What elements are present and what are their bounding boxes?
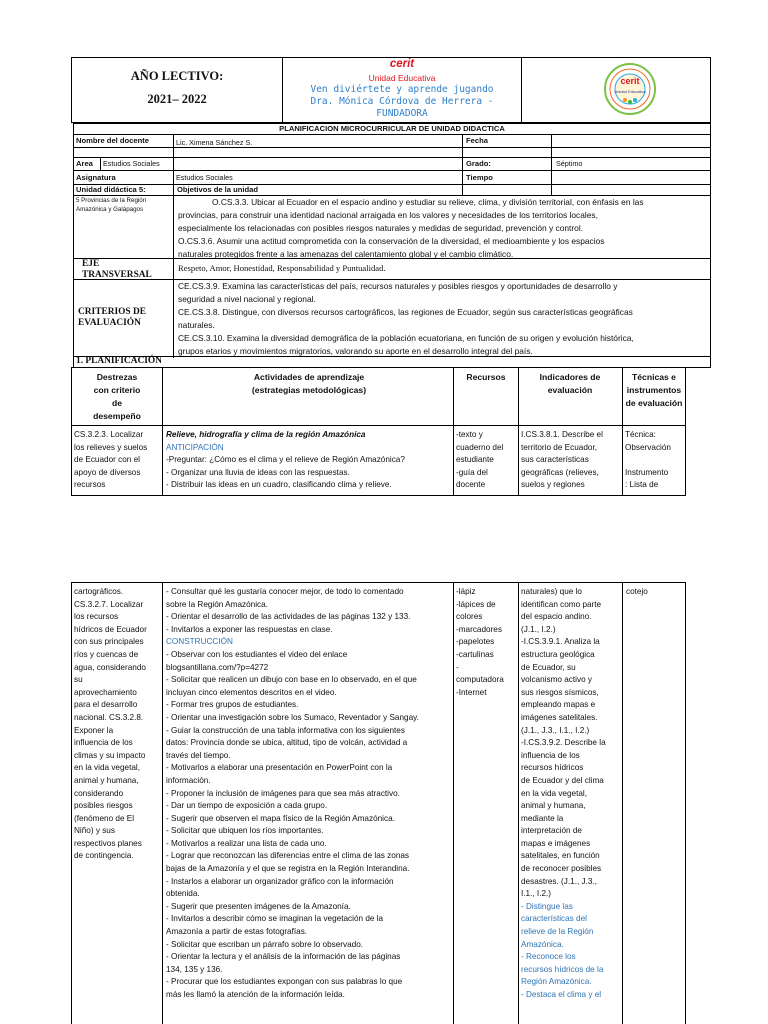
recurso-line: - <box>456 662 459 672</box>
area-label: Area <box>76 159 93 168</box>
objetivo-line: naturales protegidos frente a las amenazas del calentamiento global y el cambio climático. <box>178 249 514 259</box>
destreza-line: de Ecuador con el <box>74 455 140 465</box>
indicador-line: suelos y regiones <box>521 480 585 490</box>
indicador-line: satelitales, en función <box>521 851 600 861</box>
rule <box>73 134 711 135</box>
actividad-line: - Orientar el desarrollo de las actividades de las páginas 132 y 133. <box>166 612 411 622</box>
criterios-label: CRITERIOS DE EVALUACIÓN <box>78 307 146 328</box>
actividad-line: - Formar tres grupos de estudiantes. <box>166 700 299 710</box>
eje-label: EJE TRANSVERSAL <box>82 259 152 280</box>
actividad-line: - Lograr que reconozcan las diferencias entre el clima de las zonas <box>166 851 410 861</box>
logo-subtext: Unidad Educativa <box>614 89 646 94</box>
indicador-line: -I.CS.3.9.2. Describe la <box>521 738 606 748</box>
rule <box>73 147 711 148</box>
school-slogan: Ven diviértete y aprende jugando <box>310 84 494 95</box>
docente-label: Nombre del docente <box>76 136 149 145</box>
indicador-line: recursos hídricos <box>521 763 584 773</box>
rule <box>162 367 163 496</box>
indicador-line: influencia de los <box>521 750 580 760</box>
actividades-title: Relieve, hidrografía y clima de la región Amazónica <box>166 430 366 439</box>
indicador-line: animal y humana, <box>521 801 586 811</box>
indicador-line: (J.1., J.3., I.1., I.2.) <box>521 725 590 735</box>
grado-label: Grado: <box>466 159 491 168</box>
indicador-line: identifican como parte <box>521 599 602 609</box>
indicador-line: sus características <box>521 455 589 465</box>
recurso-line: estudiante <box>456 455 494 465</box>
actividad-line: - Procurar que los estudiantes expongan con sus palabras lo que <box>166 977 403 987</box>
actividad-line: - Consultar qué les gustaría conocer mejor, de todo lo comentado <box>166 587 404 596</box>
destreza-line: climas y su impacto <box>74 750 146 760</box>
indicador-line: en la vida vegetal, <box>521 788 587 798</box>
destreza-line: CS.3.2.3. Localizar <box>74 430 144 439</box>
indicador-line: I.1., I.2.) <box>521 889 552 899</box>
actividad-line: - Sugerir que observen el mapa físico de la Región Amazónica. <box>166 813 395 823</box>
rule <box>100 157 101 170</box>
tecnica-line: Observación <box>625 442 671 452</box>
asignatura-value: Estudios Sociales <box>176 173 233 182</box>
destreza-line: de contingencia. <box>74 851 134 861</box>
actividad-line: - Organizar una lluvia de ideas con las respuestas. <box>166 467 350 477</box>
recursos-cell-p1 <box>456 429 518 492</box>
actividad-line: - Instarlos a elaborar un organizador gráfico con la información <box>166 876 394 886</box>
destreza-line: (fenómeno de El <box>74 813 135 823</box>
indicador-line: I.CS.3.8.1. Describe el <box>521 430 603 439</box>
actividad-line: -Preguntar: ¿Cómo es el clima y el relieve de Región Amazónica? <box>166 455 405 465</box>
indicadores-cell-p1 <box>521 429 621 492</box>
header-divider-2 <box>521 57 522 123</box>
actividad-line: datos: Provincia donde se ubica, altitud, tipo de volcán, actividad a <box>166 738 408 748</box>
tecnica-line <box>625 454 685 467</box>
destreza-line: animal y humana, <box>74 775 139 785</box>
recurso-line: cuaderno del <box>456 442 504 452</box>
tecnica-line: Técnica: <box>625 430 656 439</box>
destrezas-cell-p2 <box>74 586 162 863</box>
criterio-line: CE.CS.3.8. Distingue, con diversos recursos cartográficos, las regiones de Ecuador, según sus características geográficas <box>178 307 633 317</box>
school-year-label: AÑO LECTIVO: <box>130 69 224 83</box>
actividad-line: través del tiempo. <box>166 750 231 760</box>
indicador-line: del espacio andino. <box>521 612 592 622</box>
rule <box>622 582 623 1024</box>
criterios-text <box>178 280 710 358</box>
actividad-line: - Solicitar que realicen un dibujo con base en lo observado, en el que <box>166 675 417 685</box>
actividad-line: - Distribuir las ideas en un cuadro, clasificando clima y relieve. <box>166 480 392 490</box>
actividad-line: - Invitarlos a exponer las respuestas en clase. <box>166 624 333 634</box>
indicador-line: desastres. (J.1., J.3., <box>521 876 597 886</box>
destrezas-cell-p1 <box>74 429 162 492</box>
indicador-line: características del <box>521 914 587 924</box>
indicador-line: - Reconoce los <box>521 952 576 962</box>
grado-value: Séptimo <box>556 159 583 168</box>
logo-text: cerit <box>620 76 640 86</box>
destreza-line: los recursos <box>74 612 119 622</box>
recursos-cell-p2 <box>456 586 518 699</box>
tecnicas-cell-p1 <box>625 429 685 492</box>
indicador-line: territorio de Ecuador, <box>521 442 598 452</box>
destreza-line: considerando <box>74 788 124 798</box>
destreza-line: Niño) y sus <box>74 826 115 836</box>
area-value: Estudios Sociales <box>103 159 160 168</box>
actividad-line: - Guiar la construcción de una tabla informativa con los siguientes <box>166 725 405 735</box>
indicador-line: - Distingue las <box>521 901 573 911</box>
recurso-line: -texto y <box>456 430 483 439</box>
indicador-line: imágenes satelitales. <box>521 712 598 722</box>
actividad-line: - Proponer la inclusión de imágenes para que sea más atractivo. <box>166 788 400 798</box>
tiempo-label: Tiempo <box>466 173 493 182</box>
docente-value: Lic. Ximena Sánchez S. <box>176 138 253 147</box>
actividades-cell-p2 <box>166 586 452 1002</box>
actividad-line: información. <box>166 775 211 785</box>
rule <box>73 184 711 185</box>
rule <box>73 170 711 171</box>
indicador-line: geográficas (relieves, <box>521 467 599 477</box>
recurso-line: docente <box>456 480 486 490</box>
col-header-tecnicas: Técnicas e instrumentos de evaluación <box>625 372 683 408</box>
indicador-line: (J.1., I.2.) <box>521 624 556 634</box>
rule <box>453 367 454 496</box>
destreza-line: influencia de los <box>74 738 133 748</box>
destreza-line: para el desarrollo <box>74 700 138 710</box>
recurso-line: -Internet <box>456 687 487 697</box>
rule <box>73 157 711 158</box>
indicador-line: de Ecuador y del clima <box>521 775 604 785</box>
rule <box>551 134 552 195</box>
tecnica-line: Instrumento <box>625 467 669 477</box>
indicador-line: recursos hídricos de la <box>521 964 604 974</box>
destreza-line: cartográficos. <box>74 587 124 596</box>
recurso-line: computadora <box>456 675 504 685</box>
actividad-line: obtenida. <box>166 889 200 899</box>
phase-anticipacion: ANTICIPACIÓN <box>166 442 224 452</box>
recurso-line: -marcadores <box>456 624 502 634</box>
unidad-label: Unidad didáctica 5: <box>76 185 146 194</box>
indicador-line: de reconocer posibles <box>521 864 602 874</box>
indicadores-cell-p2 <box>521 586 621 1002</box>
rule <box>622 367 623 496</box>
col-header-destrezas: Destrezas con criterio de desempeño <box>93 372 141 421</box>
actividad-line: Amazonía a partir de estas fotografías. <box>166 927 308 937</box>
destreza-line: con sus principales <box>74 637 144 647</box>
destreza-line: Exponer la <box>74 725 114 735</box>
actividad-line: - Orientar la lectura y el análisis de la información de las páginas <box>166 952 401 962</box>
actividad-line: sobre la Región Amazónica. <box>166 599 268 609</box>
criterio-line: CE.CS.3.9. Examina las características del país, recursos naturales y posibles riesgos y oportunidades de desarrollo y <box>178 281 618 291</box>
indicador-line: Región Amazónica. <box>521 977 592 987</box>
indicador-line: Amazónica. <box>521 939 564 949</box>
school-unit: Unidad Educativa <box>368 73 436 83</box>
destreza-line: los relieves y suelos <box>74 442 148 452</box>
indicador-line: -I.CS.3.9.1. Analiza la <box>521 637 600 647</box>
indicador-line: interpretación de <box>521 826 582 836</box>
destreza-line: recursos <box>74 480 106 490</box>
recurso-line: -cartulinas <box>456 649 494 659</box>
actividad-line: - Dar un tiempo de exposición a cada grupo. <box>166 801 328 811</box>
destreza-line: ríos y cuencas de <box>74 649 139 659</box>
indicador-line: mediante la <box>521 813 564 823</box>
actividad-line: - Motivarlos a realizar una lista de cada uno. <box>166 838 327 848</box>
criterio-line: naturales. <box>178 320 215 330</box>
indicador-line: sus riesgos sísmicos, <box>521 687 599 697</box>
destreza-line: en la vida vegetal, <box>74 763 140 773</box>
tecnicas-cell-p2 <box>626 586 684 599</box>
rule <box>462 134 463 195</box>
objetivos-label: Objetivos de la unidad <box>177 185 259 194</box>
actividad-line: - Observar con los estudiantes el video del enlace <box>166 649 348 659</box>
indicador-line: naturales) que lo <box>521 587 582 596</box>
eje-value: Respeto, Amor, Honestidad, Responsabilidad y Puntualidad. <box>178 263 386 273</box>
destreza-line: agua, considerando <box>74 662 146 672</box>
indicador-line: estructura geológica <box>521 649 595 659</box>
destreza-line: hídricos de Ecuador <box>74 624 147 634</box>
objetivos-text <box>178 196 710 261</box>
recurso-line: -guía del <box>456 467 488 477</box>
indicador-line: volcanismo activo y <box>521 675 592 685</box>
actividad-line: - Sugerir que presenten imágenes de la Amazonía. <box>166 901 351 911</box>
indicador-line: - Destaca el clima y el <box>521 990 602 999</box>
actividad-line: - Orientar una investigación sobre los Sumaco, Reventador y Sangay. <box>166 712 419 722</box>
rule <box>518 367 519 496</box>
school-logo-seal <box>603 62 657 116</box>
recurso-line: -lápiz <box>456 587 476 596</box>
actividad-line: bajas de la Amazonía y el que se registra en la Región Interandina. <box>166 864 410 874</box>
actividad-line: - Solicitar que ubiquen los ríos importantes. <box>166 826 324 836</box>
destreza-line: nacional. CS.3.2.8. <box>74 712 144 722</box>
rule <box>71 425 686 426</box>
actividad-line: incluyan cinco elementos descritos en el video. <box>166 687 337 697</box>
recurso-line: -lápices de <box>456 599 496 609</box>
criterio-line: grupos etarios y movimientos migratorios, valorando su aporte en el desarrollo integral del país. <box>178 346 533 356</box>
actividad-line: - Solicitar que escriban un párrafo sobre lo observado. <box>166 939 364 949</box>
asignatura-label: Asignatura <box>76 173 116 182</box>
criterio-line: CE.CS.3.10. Examina la diversidad demográfica de la población ecuatoriana, en función de su origen y evolución histórica, <box>178 333 634 343</box>
brand-name: cerit <box>389 58 415 70</box>
school-logo <box>603 62 657 116</box>
destreza-line: su <box>74 675 83 685</box>
indicador-line: mapas e imágenes <box>521 838 591 848</box>
col-header-actividades: Actividades de aprendizaje (estrategias metodológicas) <box>251 372 367 395</box>
objetivo-line: O.CS.3.6. Asumir una actitud comprometida con la conservación de la diversidad, el medioambiente y los espacios <box>178 236 605 246</box>
tecnica-line: cotejo <box>626 587 648 596</box>
destreza-line: respectivos planes <box>74 838 142 848</box>
actividad-line: - Invitarlos a describir cómo se imaginan la vegetación de la <box>166 914 384 924</box>
rule <box>518 582 519 1024</box>
rule <box>173 134 174 358</box>
actividad-line: CONSTRUCCIÓN <box>166 637 233 647</box>
destreza-line: apoyo de diversos <box>74 467 141 477</box>
objetivo-line: O.CS.3.3. Ubicar al Ecuador en el espacio andino y estudiar su relieve, clima, y división territorial, con énfasis en las <box>212 197 644 207</box>
destreza-line: CS.3.2.7. Localizar <box>74 599 144 609</box>
actividades-cell-p1 <box>166 429 452 492</box>
destreza-line: posibles riesgos <box>74 801 133 811</box>
actividad-line: 134, 135 y 136. <box>166 964 223 974</box>
rule <box>453 582 454 1024</box>
col-header-recursos: Recursos <box>466 372 506 382</box>
school-year-value: 2021– 2022 <box>147 92 207 106</box>
objetivo-line: especialmente los relacionadas con posibles riesgos naturales y medidas de seguridad, prevención y control. <box>178 223 584 233</box>
indicador-line: empleando mapas e <box>521 700 596 710</box>
recurso-line: -papelotes <box>456 637 495 647</box>
fecha-label: Fecha <box>466 136 488 145</box>
plan-title: PLANIFICACION MICROCURRICULAR DE UNIDAD DIDACTICA <box>279 124 505 133</box>
unidad-value: 5 Provincias de la Región Amazónica y Galápagos <box>76 197 147 213</box>
col-header-indicadores: Indicadores de evaluación <box>539 372 601 395</box>
actividad-line: más les llamó la atención de la información leída. <box>166 990 345 999</box>
rule <box>162 582 163 1024</box>
planificacion-label: 1. PLANIFICACIÓN <box>76 356 162 366</box>
destreza-line: aprovechamiento <box>74 687 137 697</box>
indicador-line: relieve de la Región <box>521 927 594 937</box>
tecnica-line: : Lista de <box>625 480 659 490</box>
indicador-line: de Ecuador, su <box>521 662 576 672</box>
objetivo-line: provincias, para construir una identidad nacional arraigada en los valores y necesidades de los territorios locales, <box>178 210 598 220</box>
actividad-line: - Motivarlos a elaborar una presentación en PowerPoint con la <box>166 763 393 773</box>
actividad-line: blogsantillana.com/?p=4272 <box>166 662 269 672</box>
recurso-line: colores <box>456 612 483 622</box>
criterio-line: seguridad a nivel nacional y regional. <box>178 294 316 304</box>
school-founder: Dra. Mónica Córdova de Herrera - FUNDADORA <box>310 96 494 119</box>
